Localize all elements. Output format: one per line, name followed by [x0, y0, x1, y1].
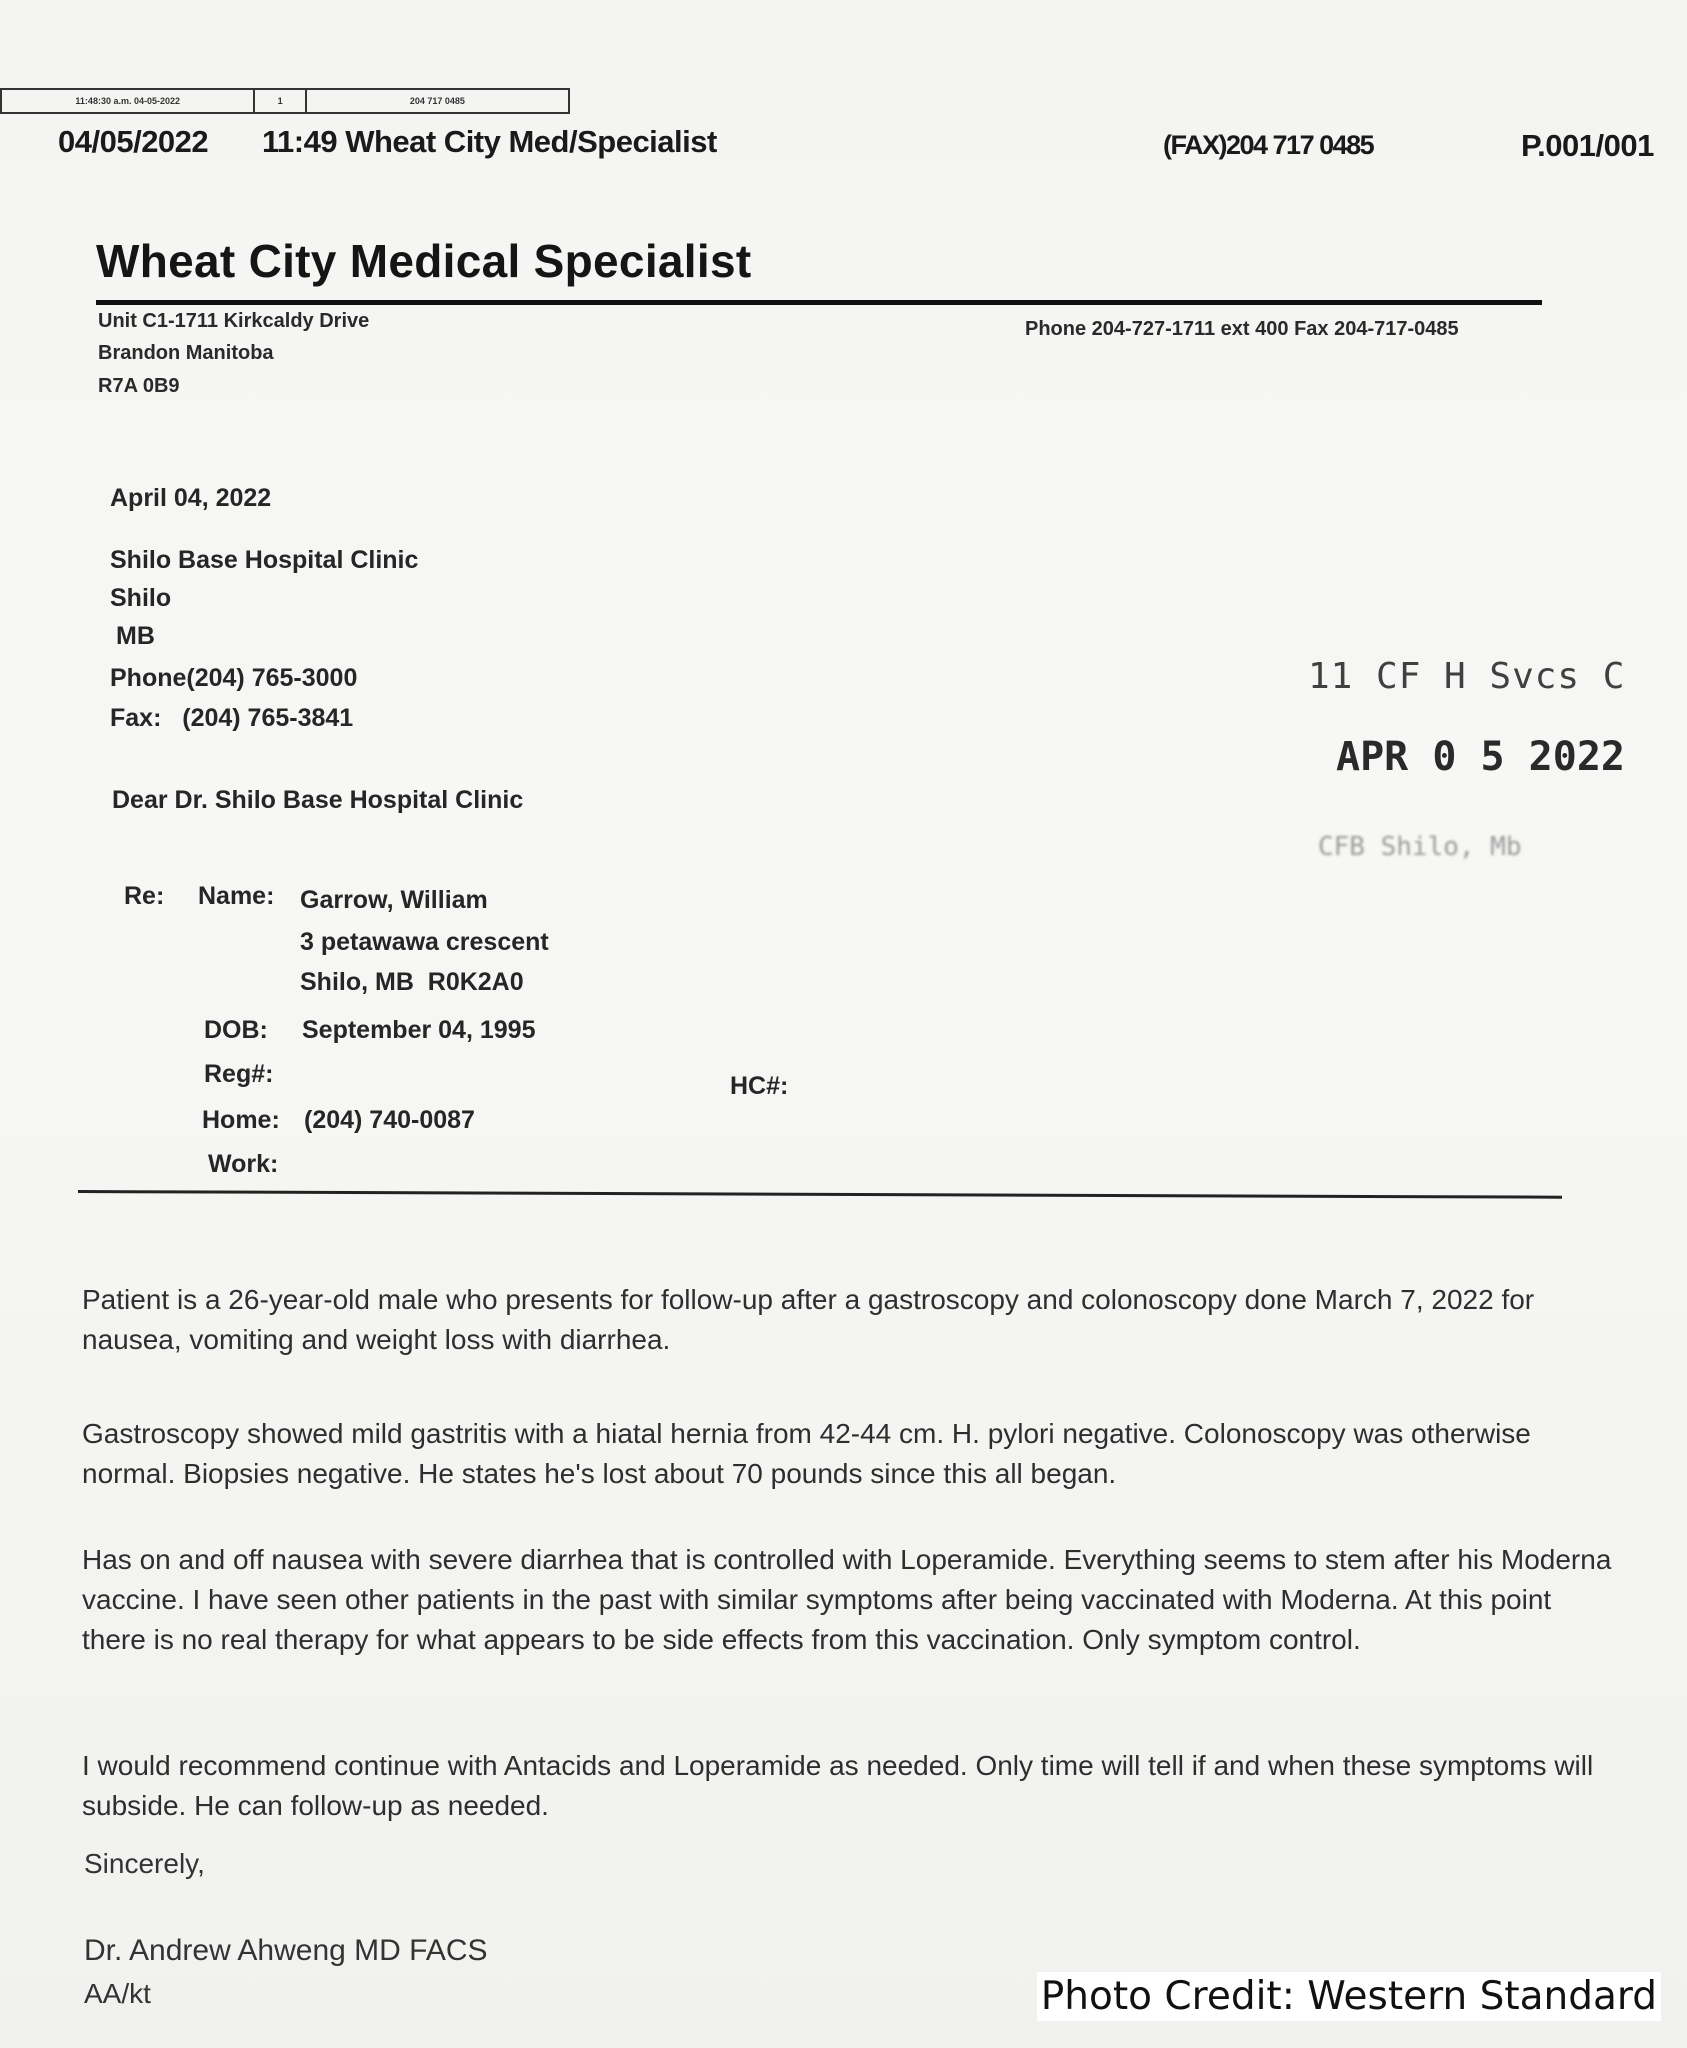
body-paragraph-3: Has on and off nausea with severe diarrhea that is controlled with Loperamide. Everything seems to stem after his Moderna vaccine. I have seen other patients in the past with similar symptoms after being vaccinated with Moderna. At this point there is no real therapy for what appears to be side effects from this vaccination. Only symptom control.: [82, 1544, 1612, 1655]
recipient-province: MB: [116, 622, 155, 650]
patient-address2: Shilo, MB R0K2A0: [300, 968, 524, 996]
patient-name: Garrow, William: [300, 886, 488, 914]
stamp-location: CFB Shilo, Mb: [1318, 832, 1522, 862]
letterhead-org-name: Wheat City Medical Specialist: [96, 235, 752, 287]
stamp-unit: 11 CF H Svcs C: [1308, 656, 1626, 697]
recipient-phone: Phone(204) 765-3000: [110, 664, 358, 692]
home-label: Home:: [202, 1106, 280, 1134]
fax-header-fax-number: (FAX)204 717 0485: [1163, 130, 1374, 160]
fax-page-count: 1: [255, 90, 306, 112]
letterhead-rule: [96, 300, 1542, 305]
patient-dob: September 04, 1995: [302, 1016, 536, 1044]
recipient-fax: Fax: (204) 765-3841: [110, 704, 354, 732]
letterhead-address-line2: Brandon Manitoba: [98, 342, 274, 364]
salutation: Dear Dr. Shilo Base Hospital Clinic: [112, 786, 524, 814]
work-label: Work:: [208, 1150, 279, 1178]
body-paragraph-2: Gastroscopy showed mild gastritis with a hiatal hernia from 42-44 cm. H. pylori negative. Colonoscopy was otherwise normal. Biopsies negative. He states he's lost about 70 pounds since this all began.: [82, 1418, 1531, 1489]
signature-name: Dr. Andrew Ahweng MD FACS: [84, 1934, 488, 1967]
fax-header-sender: 11:49 Wheat City Med/Specialist: [262, 124, 717, 159]
letter-date: April 04, 2022: [110, 484, 272, 512]
patient-block-divider: [78, 1190, 1562, 1199]
hc-label: HC#:: [730, 1072, 789, 1100]
letterhead-contact: Phone 204-727-1711 ext 400 Fax 204-717-0485: [1025, 318, 1459, 340]
letterhead-address-line3: R7A 0B9: [98, 375, 180, 397]
patient-home-phone: (204) 740-0087: [304, 1106, 475, 1134]
signature-initials: AA/kt: [84, 1978, 151, 2009]
re-label: Re:: [124, 882, 165, 910]
fax-transmission-strip: [0, 88, 570, 114]
recipient-name: Shilo Base Hospital Clinic: [110, 546, 419, 574]
patient-address1: 3 petawawa crescent: [300, 928, 549, 956]
fax-timestamp: 11:48:30 a.m. 04-05-2022: [2, 90, 255, 112]
photo-credit: Photo Credit: Western Standard: [1037, 1972, 1661, 2021]
patient-name-label: Name:: [198, 882, 275, 910]
fax-header-page: P.001/001: [1521, 128, 1654, 163]
recipient-city: Shilo: [110, 584, 172, 612]
stamp-date: APR 0 5 2022: [1336, 734, 1625, 780]
body-paragraph-4: I would recommend continue with Antacids and Loperamide as needed. Only time will tell if and when these symptoms will subside. He can follow-up as needed.: [82, 1750, 1594, 1821]
reg-label: Reg#:: [204, 1060, 274, 1088]
fax-number-cell: 204 717 0485: [409, 96, 465, 106]
letterhead-address-line1: Unit C1-1711 Kirkcaldy Drive: [98, 310, 370, 332]
closing: Sincerely,: [84, 1848, 205, 1879]
fax-header-date: 04/05/2022: [58, 124, 209, 159]
body-paragraph-1: Patient is a 26-year-old male who presents for follow-up after a gastroscopy and colonoscopy done March 7, 2022 for nausea, vomiting and weight loss with diarrhea.: [82, 1284, 1535, 1355]
dob-label: DOB:: [204, 1016, 268, 1044]
